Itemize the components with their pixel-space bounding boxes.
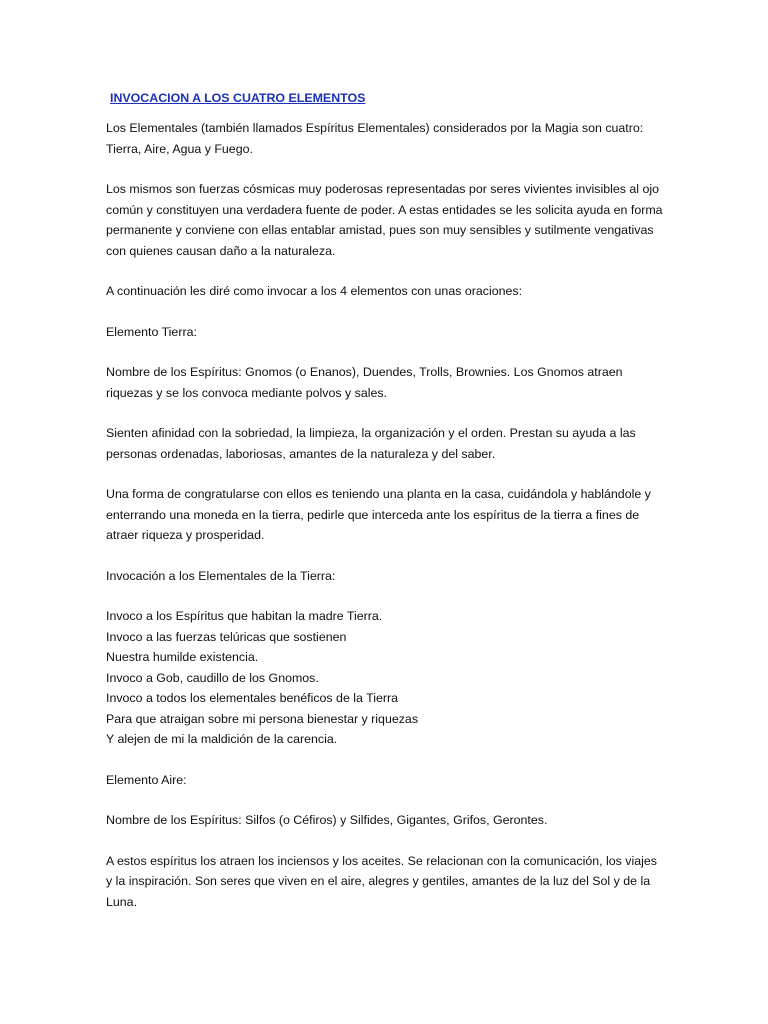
invocation-line: Nuestra humilde existencia.: [106, 650, 259, 664]
invocation-line: Invoco a las fuerzas telúricas que sostienen: [106, 629, 347, 644]
invocation-line: Invoco a los Espíritus que habitan la madre Tierra.: [106, 609, 383, 623]
paragraph-intro: Los Elementales (también llamados Espíritus Elementales) considerados por la Magia son cuatro: Tierra, Aire, Agua y Fuego.: [106, 121, 644, 156]
paragraph-air-attraction: A estos espíritus los atraen los inciensos y los aceites. Se relacionan con la comunicación, los viajes y la inspiración. Son seres que viven en el aire, alegres y gentiles, amantes de la luz del Sol y de la Luna.: [106, 853, 657, 909]
paragraph-continuation: A continuación les diré como invocar a los 4 elementos con unas oraciones:: [106, 284, 523, 298]
heading-earth-element: Elemento Tierra:: [106, 324, 197, 339]
paragraph-air-spirits: Nombre de los Espíritus: Silfos (o Céfiros) y Silfides, Gigantes, Grifos, Gerontes.: [106, 813, 548, 827]
document-title: INVOCACION A LOS CUATRO ELEMENTOS: [110, 91, 366, 105]
paragraph-earth-affinity: Sienten afinidad con la sobriedad, la limpieza, la organización y el orden. Prestan su ayuda a las personas ordenadas, laboriosas, amantes de la naturaleza y del saber.: [106, 426, 636, 461]
invocation-line: Invoco a todos los elementales benéficos de la Tierra: [106, 691, 399, 705]
paragraph-earth-congratulate: Una forma de congratularse con ellos es teniendo una planta en la casa, cuidándola y hablándole y enterrando una moneda en la tierra, pedirle que interceda ante los espíritus de la tierra a fines de atraer riqueza y prosperidad.: [106, 487, 651, 542]
heading-earth-invocation: Invocación a los Elementales de la Tierra:: [106, 568, 336, 583]
paragraph-earth-spirits: Nombre de los Espíritus: Gnomos (o Enanos), Duendes, Trolls, Brownies. Los Gnomos atraen riquezas y se los convoca mediante polvos y sales.: [106, 365, 623, 400]
invocation-line: Y alejen de mi la maldición de la carencia.: [106, 732, 338, 746]
heading-air-element: Elemento Aire:: [106, 772, 187, 787]
invocation-line: Para que atraigan sobre mi persona bienestar y riquezas: [106, 711, 419, 726]
document-page: [106, 88, 666, 932]
paragraph-forces: Los mismos son fuerzas cósmicas muy poderosas representadas por seres vivientes invisibles al ojo común y constituyen una verdadera fuente de poder. A estas entidades se les solicita ayuda en forma permanente y conviene con ellas entablar amistad, pues son muy sensibles y sutilmente vengativas con quienes causan daño a la naturaleza.: [106, 182, 663, 258]
invocation-line: Invoco a Gob, caudillo de los Gnomos.: [106, 670, 319, 685]
earth-invocation-lines: [106, 606, 666, 750]
